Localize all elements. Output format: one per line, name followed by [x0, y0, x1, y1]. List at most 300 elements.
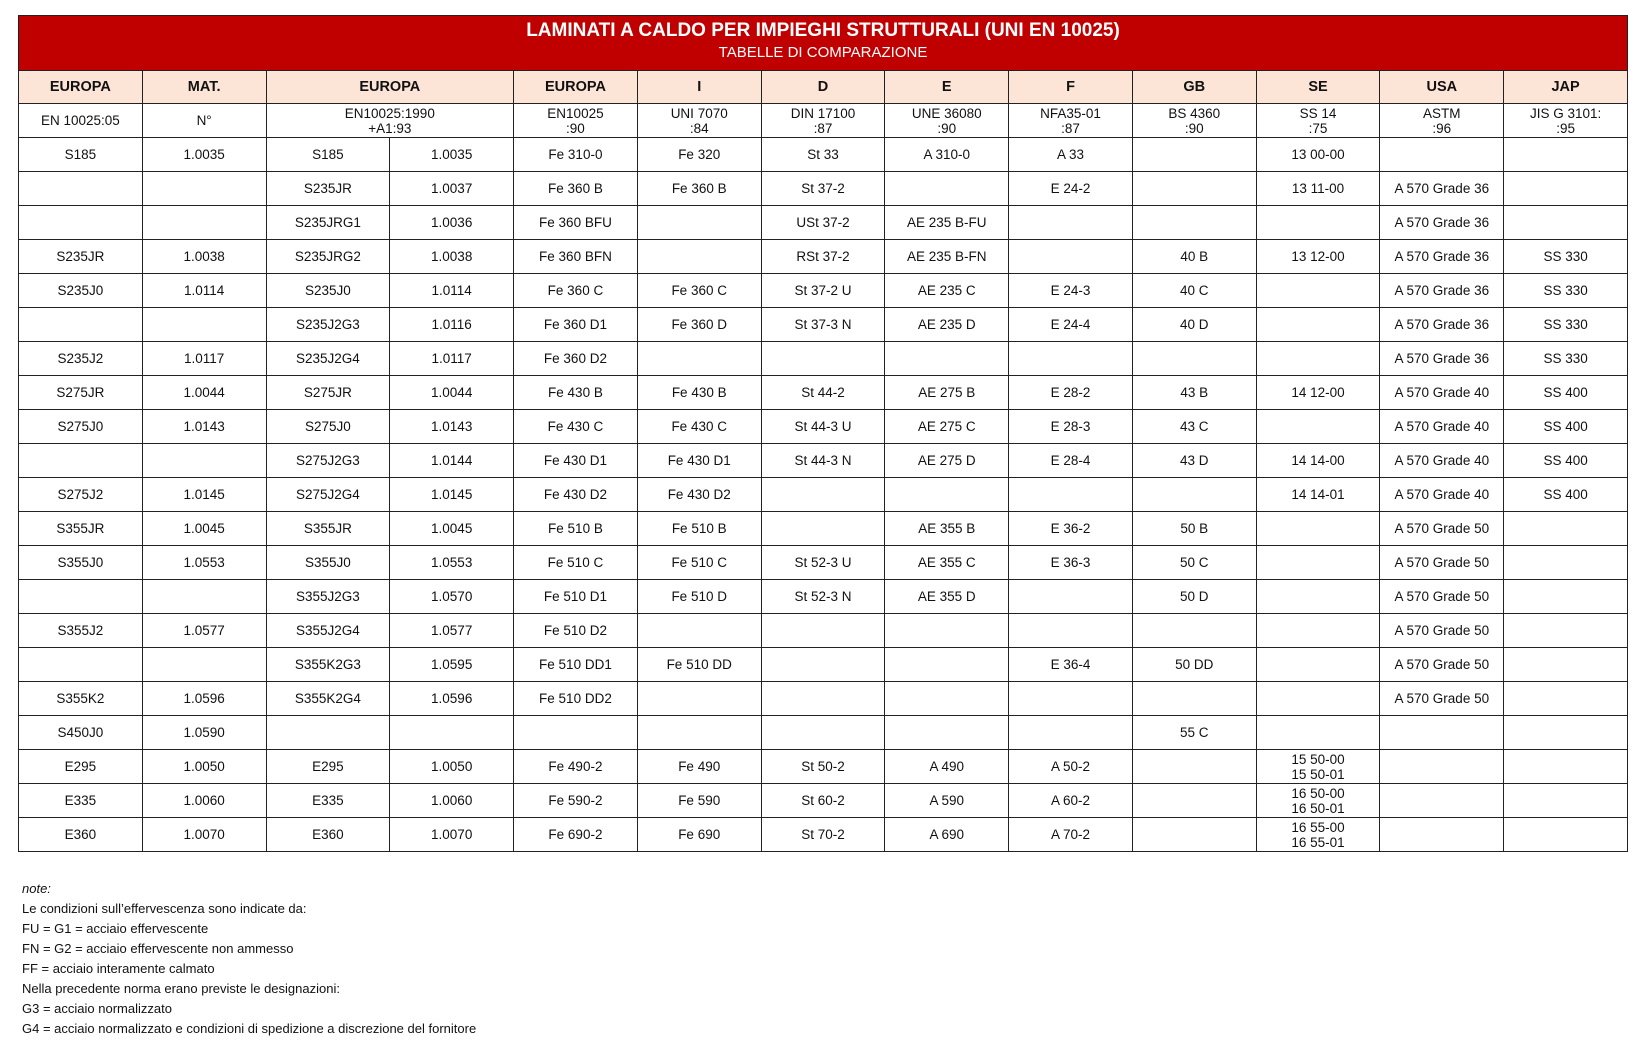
standard-cell: EN 10025:05 [19, 104, 143, 138]
table-cell: 15 50-00 15 50-01 [1256, 750, 1380, 784]
standard-cell: N° [142, 104, 266, 138]
table-row [19, 750, 1628, 784]
table-cell: 1.0577 [390, 614, 514, 648]
table-cell: Fe 360 BFN [514, 240, 638, 274]
table-cell: Fe 430 C [637, 410, 761, 444]
table-cell [761, 614, 885, 648]
table-cell: E 28-3 [1009, 410, 1133, 444]
table-cell [885, 342, 1009, 376]
table-cell [1256, 274, 1380, 308]
table-cell: A 570 Grade 50 [1380, 546, 1504, 580]
table-title: LAMINATI A CALDO PER IMPIEGHI STRUTTURALI (UNI EN 10025) [526, 20, 1120, 41]
table-cell: SS 330 [1504, 308, 1628, 342]
table-cell: St 37-2 [761, 172, 885, 206]
table-cell [1504, 614, 1628, 648]
table-cell: A 50-2 [1009, 750, 1133, 784]
table-cell: AE 235 C [885, 274, 1009, 308]
table-cell [885, 172, 1009, 206]
table-cell: St 60-2 [761, 784, 885, 818]
table-cell: S235JR [266, 172, 390, 206]
table-cell [637, 614, 761, 648]
table-cell [1504, 512, 1628, 546]
table-cell: Fe 690-2 [514, 818, 638, 852]
table-cell: St 52-3 N [761, 580, 885, 614]
header-cell: EUROPA [266, 71, 514, 104]
standard-cell: NFA35-01 :87 [1009, 104, 1133, 138]
table-cell [1009, 716, 1133, 750]
table-cell [1380, 784, 1504, 818]
table-cell [637, 240, 761, 274]
table-cell [1009, 682, 1133, 716]
table-cell [761, 512, 885, 546]
table-cell [142, 648, 266, 682]
table-cell: AE 275 D [885, 444, 1009, 478]
table-cell: AE 275 B [885, 376, 1009, 410]
table-cell: 1.0596 [390, 682, 514, 716]
table-cell: E 36-4 [1009, 648, 1133, 682]
header-cell: USA [1380, 71, 1504, 104]
table-cell: Fe 360 D1 [514, 308, 638, 342]
table-cell: S185 [19, 138, 143, 172]
table-cell: St 44-3 U [761, 410, 885, 444]
table-row [19, 784, 1628, 818]
table-cell [885, 648, 1009, 682]
table-cell [1256, 682, 1380, 716]
table-row [19, 342, 1628, 376]
note-line: G3 = acciaio normalizzato [22, 1001, 172, 1016]
table-cell: E335 [19, 784, 143, 818]
table-cell [1009, 614, 1133, 648]
table-cell [885, 614, 1009, 648]
header-row-standards [19, 104, 1628, 138]
table-cell: 1.0050 [142, 750, 266, 784]
table-cell: E295 [266, 750, 390, 784]
standard-cell: ASTM :96 [1380, 104, 1504, 138]
table-cell: 1.0044 [142, 376, 266, 410]
note-line: FU = G1 = acciaio effervescente [22, 921, 209, 936]
table-cell [1132, 206, 1256, 240]
table-cell [1256, 308, 1380, 342]
table-cell: 1.0116 [390, 308, 514, 342]
comparison-table [18, 70, 1628, 852]
table-cell: SS 330 [1504, 274, 1628, 308]
table-cell: 1.0595 [390, 648, 514, 682]
table-row [19, 376, 1628, 410]
table-row [19, 308, 1628, 342]
table-cell: 1.0590 [142, 716, 266, 750]
table-cell: 1.0060 [390, 784, 514, 818]
table-cell: A 570 Grade 40 [1380, 410, 1504, 444]
table-cell: Fe 430 B [514, 376, 638, 410]
table-cell: 16 55-00 16 55-01 [1256, 818, 1380, 852]
table-cell: St 70-2 [761, 818, 885, 852]
table-cell [1132, 172, 1256, 206]
table-cell [19, 206, 143, 240]
table-row [19, 172, 1628, 206]
table-cell: 1.0035 [142, 138, 266, 172]
table-row [19, 410, 1628, 444]
table-cell [885, 478, 1009, 512]
table-cell: RSt 37-2 [761, 240, 885, 274]
table-cell: 1.0117 [142, 342, 266, 376]
table-cell [1256, 648, 1380, 682]
table-cell [19, 172, 143, 206]
table-cell: 1.0143 [390, 410, 514, 444]
table-cell: S235JRG2 [266, 240, 390, 274]
table-cell: AE 275 C [885, 410, 1009, 444]
table-cell: AE 355 D [885, 580, 1009, 614]
table-row [19, 478, 1628, 512]
table-cell: St 33 [761, 138, 885, 172]
table-row [19, 716, 1628, 750]
table-cell: 1.0070 [142, 818, 266, 852]
table-cell: 13 00-00 [1256, 138, 1380, 172]
table-cell: E 24-2 [1009, 172, 1133, 206]
table-cell [1256, 546, 1380, 580]
table-cell: S355J2G4 [266, 614, 390, 648]
table-cell: 1.0070 [390, 818, 514, 852]
table-cell: A 490 [885, 750, 1009, 784]
table-cell: 1.0553 [142, 546, 266, 580]
table-cell: A 570 Grade 50 [1380, 580, 1504, 614]
table-cell [761, 478, 885, 512]
table-cell [1132, 682, 1256, 716]
table-cell: 50 B [1132, 512, 1256, 546]
table-cell: 40 D [1132, 308, 1256, 342]
table-cell: 1.0045 [390, 512, 514, 546]
table-cell: AE 355 C [885, 546, 1009, 580]
table-cell: S235JR [19, 240, 143, 274]
table-cell: Fe 310-0 [514, 138, 638, 172]
header-cell: SE [1256, 71, 1380, 104]
table-cell: S275J2 [19, 478, 143, 512]
table-cell: Fe 430 D1 [514, 444, 638, 478]
table-cell: SS 400 [1504, 410, 1628, 444]
table-cell [142, 172, 266, 206]
table-cell: E 24-3 [1009, 274, 1133, 308]
table-cell: Fe 510 DD2 [514, 682, 638, 716]
table-cell: 1.0145 [390, 478, 514, 512]
table-cell: 13 12-00 [1256, 240, 1380, 274]
table-cell: 1.0117 [390, 342, 514, 376]
table-cell: A 570 Grade 50 [1380, 512, 1504, 546]
table-cell: 43 D [1132, 444, 1256, 478]
header-cell: JAP [1504, 71, 1628, 104]
table-cell [1256, 580, 1380, 614]
table-cell [1504, 750, 1628, 784]
table-cell: E 24-4 [1009, 308, 1133, 342]
table-cell: 1.0114 [142, 274, 266, 308]
table-cell: Fe 360 C [637, 274, 761, 308]
table-cell: SS 400 [1504, 478, 1628, 512]
table-cell: Fe 510 B [514, 512, 638, 546]
table-cell: 1.0553 [390, 546, 514, 580]
table-cell: SS 400 [1504, 444, 1628, 478]
table-cell: 1.0145 [142, 478, 266, 512]
note-line: FN = G2 = acciaio effervescente non ammesso [22, 941, 294, 956]
table-cell: USt 37-2 [761, 206, 885, 240]
note-line: Le condizioni sull’effervescenza sono indicate da: [22, 901, 307, 916]
table-body [19, 138, 1628, 852]
table-row [19, 274, 1628, 308]
table-cell: A 70-2 [1009, 818, 1133, 852]
table-cell: 1.0570 [390, 580, 514, 614]
header-cell: MAT. [142, 71, 266, 104]
table-cell: E 36-2 [1009, 512, 1133, 546]
table-cell: 1.0044 [390, 376, 514, 410]
table-cell [142, 206, 266, 240]
table-cell: E 28-2 [1009, 376, 1133, 410]
table-cell: 55 C [1132, 716, 1256, 750]
table-cell: 16 50-00 16 50-01 [1256, 784, 1380, 818]
table-cell: SS 400 [1504, 376, 1628, 410]
table-cell: Fe 430 C [514, 410, 638, 444]
table-cell: 1.0037 [390, 172, 514, 206]
table-cell [885, 716, 1009, 750]
table-cell: 1.0038 [390, 240, 514, 274]
table-cell: Fe 490 [637, 750, 761, 784]
table-cell: E 36-3 [1009, 546, 1133, 580]
header-cell: GB [1132, 71, 1256, 104]
table-cell: Fe 320 [637, 138, 761, 172]
table-row [19, 444, 1628, 478]
standard-cell: BS 4360 :90 [1132, 104, 1256, 138]
table-cell [1132, 614, 1256, 648]
table-cell: AE 235 B-FU [885, 206, 1009, 240]
table-cell [761, 682, 885, 716]
table-cell: 1.0596 [142, 682, 266, 716]
table-cell [1380, 818, 1504, 852]
table-cell [1504, 784, 1628, 818]
header-cell: EUROPA [514, 71, 638, 104]
table-cell: S355K2G3 [266, 648, 390, 682]
table-cell: St 52-3 U [761, 546, 885, 580]
table-cell: 13 11-00 [1256, 172, 1380, 206]
table-cell [637, 682, 761, 716]
table-cell [1256, 410, 1380, 444]
table-cell: 14 14-01 [1256, 478, 1380, 512]
table-cell: 50 D [1132, 580, 1256, 614]
table-cell [1380, 750, 1504, 784]
table-cell: Fe 590 [637, 784, 761, 818]
table-cell: Fe 510 C [637, 546, 761, 580]
table-cell [1132, 818, 1256, 852]
table-cell: S355JR [266, 512, 390, 546]
table-cell [1504, 682, 1628, 716]
title-bar [18, 15, 1628, 70]
standard-cell: SS 14 :75 [1256, 104, 1380, 138]
table-cell: Fe 510 DD [637, 648, 761, 682]
table-cell: S275J0 [266, 410, 390, 444]
notes-title: note: [22, 881, 51, 896]
table-cell [1132, 478, 1256, 512]
table-row [19, 682, 1628, 716]
table-cell: S355J2G3 [266, 580, 390, 614]
table-cell: Fe 510 C [514, 546, 638, 580]
table-cell: S275JR [266, 376, 390, 410]
table-cell: Fe 360 C [514, 274, 638, 308]
table-cell: A 570 Grade 36 [1380, 172, 1504, 206]
table-cell: 43 C [1132, 410, 1256, 444]
note-line: G4 = acciaio normalizzato e condizioni di spedizione a discrezione del fornitore [22, 1021, 477, 1036]
table-cell [761, 648, 885, 682]
standard-cell: EN10025:1990 +A1:93 [266, 104, 514, 138]
table-cell: E335 [266, 784, 390, 818]
table-cell [1380, 716, 1504, 750]
table-cell: S235J0 [19, 274, 143, 308]
note-line: Nella precedente norma erano previste le designazioni: [22, 981, 340, 996]
table-cell: S355J0 [266, 546, 390, 580]
table-cell: 40 B [1132, 240, 1256, 274]
table-cell [1504, 580, 1628, 614]
table-cell: 1.0060 [142, 784, 266, 818]
table-cell: Fe 360 B [637, 172, 761, 206]
table-cell: 1.0038 [142, 240, 266, 274]
table-cell [142, 580, 266, 614]
table-cell: A 33 [1009, 138, 1133, 172]
table-cell: Fe 690 [637, 818, 761, 852]
table-cell [1132, 138, 1256, 172]
table-cell: S235JRG1 [266, 206, 390, 240]
table-cell: A 570 Grade 36 [1380, 274, 1504, 308]
table-row [19, 614, 1628, 648]
header-cell: EUROPA [19, 71, 143, 104]
table-cell: 14 12-00 [1256, 376, 1380, 410]
table-cell: S275J2G3 [266, 444, 390, 478]
table-cell [1009, 240, 1133, 274]
table-cell: A 570 Grade 36 [1380, 206, 1504, 240]
table-cell: Fe 430 D2 [637, 478, 761, 512]
table-cell: Fe 510 DD1 [514, 648, 638, 682]
table-cell: A 570 Grade 50 [1380, 682, 1504, 716]
table-cell: AE 355 B [885, 512, 1009, 546]
table-cell [1132, 784, 1256, 818]
table-cell: Fe 430 B [637, 376, 761, 410]
table-cell: A 570 Grade 36 [1380, 308, 1504, 342]
table-cell: S275J2G4 [266, 478, 390, 512]
table-cell [1256, 614, 1380, 648]
table-cell [266, 716, 390, 750]
table-cell [1504, 716, 1628, 750]
table-cell: S235J2G4 [266, 342, 390, 376]
table-cell: AE 235 D [885, 308, 1009, 342]
header-cell: F [1009, 71, 1133, 104]
table-cell [514, 716, 638, 750]
table-cell: S355JR [19, 512, 143, 546]
header-cell: E [885, 71, 1009, 104]
header-row-countries [19, 71, 1628, 104]
table-cell [19, 580, 143, 614]
table-cell [19, 444, 143, 478]
table-cell: S355K2 [19, 682, 143, 716]
table-cell: Fe 360 BFU [514, 206, 638, 240]
standard-cell: DIN 17100 :87 [761, 104, 885, 138]
standard-cell: UNE 36080 :90 [885, 104, 1009, 138]
table-cell: E360 [266, 818, 390, 852]
table-cell: S235J2G3 [266, 308, 390, 342]
table-cell: 43 B [1132, 376, 1256, 410]
table-cell: 1.0050 [390, 750, 514, 784]
table-cell [1132, 342, 1256, 376]
table-cell [1009, 580, 1133, 614]
table-cell: S185 [266, 138, 390, 172]
table-cell: 1.0114 [390, 274, 514, 308]
table-cell [1009, 206, 1133, 240]
table-row [19, 648, 1628, 682]
table-cell: A 570 Grade 36 [1380, 240, 1504, 274]
table-cell: E295 [19, 750, 143, 784]
table-cell: 1.0035 [390, 138, 514, 172]
table-cell: 1.0577 [142, 614, 266, 648]
table-row [19, 240, 1628, 274]
table-cell: 50 C [1132, 546, 1256, 580]
table-cell: S450J0 [19, 716, 143, 750]
standard-cell: EN10025 :90 [514, 104, 638, 138]
table-cell: AE 235 B-FN [885, 240, 1009, 274]
table-cell: 14 14-00 [1256, 444, 1380, 478]
table-cell: 40 C [1132, 274, 1256, 308]
table-cell: E360 [19, 818, 143, 852]
comparison-sheet [18, 15, 1628, 852]
table-cell: E 28-4 [1009, 444, 1133, 478]
table-cell [637, 342, 761, 376]
table-cell [1504, 648, 1628, 682]
table-cell: 1.0036 [390, 206, 514, 240]
table-cell [1009, 342, 1133, 376]
table-cell: 1.0143 [142, 410, 266, 444]
table-cell [1504, 206, 1628, 240]
table-cell: A 590 [885, 784, 1009, 818]
table-cell: S355J2 [19, 614, 143, 648]
table-cell: Fe 510 D [637, 580, 761, 614]
table-cell: A 570 Grade 40 [1380, 376, 1504, 410]
table-cell: St 44-3 N [761, 444, 885, 478]
table-cell: A 690 [885, 818, 1009, 852]
table-row [19, 580, 1628, 614]
table-cell [761, 716, 885, 750]
table-cell: A 570 Grade 50 [1380, 614, 1504, 648]
table-cell: S355K2G4 [266, 682, 390, 716]
table-row [19, 546, 1628, 580]
table-cell [1504, 138, 1628, 172]
notes-section [22, 879, 476, 1039]
table-cell [1256, 716, 1380, 750]
table-row [19, 138, 1628, 172]
table-cell [637, 206, 761, 240]
table-cell: A 570 Grade 40 [1380, 444, 1504, 478]
table-cell: SS 330 [1504, 240, 1628, 274]
table-cell [1504, 818, 1628, 852]
table-cell: Fe 430 D2 [514, 478, 638, 512]
table-cell: Fe 510 D2 [514, 614, 638, 648]
table-cell: St 44-2 [761, 376, 885, 410]
standard-cell: JIS G 3101: :95 [1504, 104, 1628, 138]
table-row [19, 512, 1628, 546]
table-cell: Fe 360 D2 [514, 342, 638, 376]
table-cell: Fe 430 D1 [637, 444, 761, 478]
table-cell [1256, 342, 1380, 376]
table-cell: A 570 Grade 36 [1380, 342, 1504, 376]
table-cell: A 60-2 [1009, 784, 1133, 818]
table-cell: A 570 Grade 40 [1380, 478, 1504, 512]
table-cell [1256, 206, 1380, 240]
table-cell [142, 444, 266, 478]
table-cell [19, 308, 143, 342]
table-cell [1009, 478, 1133, 512]
table-cell: Fe 510 B [637, 512, 761, 546]
table-cell: Fe 490-2 [514, 750, 638, 784]
table-cell: A 310-0 [885, 138, 1009, 172]
